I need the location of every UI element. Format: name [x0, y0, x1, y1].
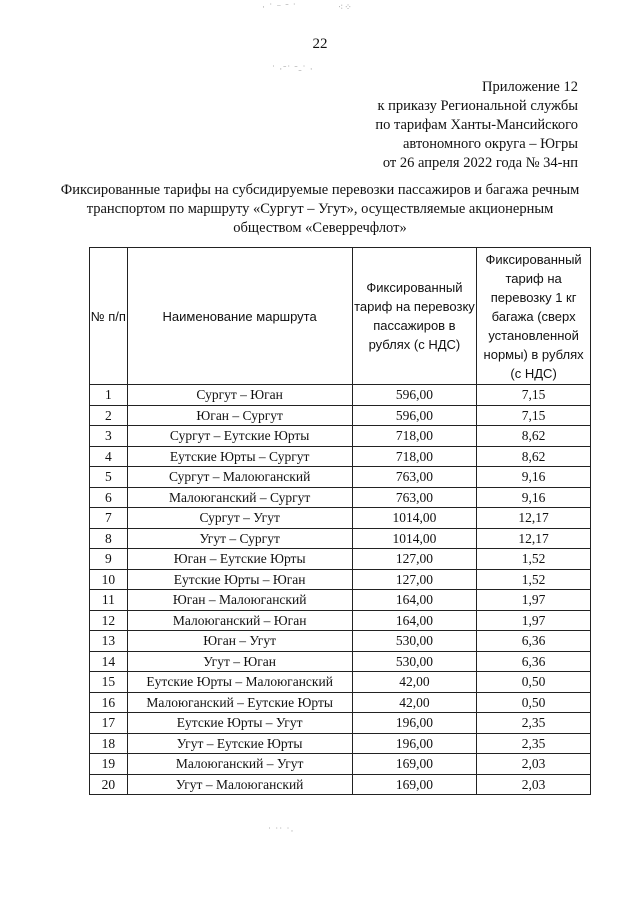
table-row: [90, 528, 591, 549]
passenger-tariff: 169,00: [352, 774, 477, 795]
passenger-tariff: 1014,00: [352, 528, 477, 549]
passenger-tariff: 763,00: [352, 467, 477, 488]
baggage-tariff: 12,17: [477, 528, 591, 549]
baggage-tariff: 2,35: [477, 733, 591, 754]
table-body: [90, 385, 591, 795]
passenger-tariff: 42,00: [352, 692, 477, 713]
baggage-tariff: 1,52: [477, 569, 591, 590]
passenger-tariff: 718,00: [352, 446, 477, 467]
row-number: 14: [90, 651, 128, 672]
scan-noise: ˙ ·ˉ˙ ˉ˗˙ ·: [272, 64, 314, 74]
appendix-line: Приложение 12: [482, 79, 578, 95]
row-number: 9: [90, 549, 128, 570]
table-row: [90, 713, 591, 734]
table-row: [90, 733, 591, 754]
document-title: Фиксированные тарифы на субсидируемые перевозки пассажиров и багажа речным транспортом по маршруту «Сургут – Угут», осуществляемые акционерным обществом «Северречфлот»: [60, 182, 580, 236]
appendix-header: [375, 78, 578, 173]
route-name: Малоюганский – Еутские Юрты: [127, 692, 352, 713]
row-number: 15: [90, 672, 128, 693]
baggage-tariff: 9,16: [477, 487, 591, 508]
route-name: Угут – Малоюганский: [127, 774, 352, 795]
row-number: 10: [90, 569, 128, 590]
scan-noise: ⁖⁘: [338, 2, 353, 12]
passenger-tariff: 196,00: [352, 733, 477, 754]
appendix-line: от 26 апреля 2022 года № 34-нп: [382, 155, 578, 171]
baggage-tariff: 2,03: [477, 774, 591, 795]
baggage-tariff: 2,03: [477, 754, 591, 775]
appendix-line: по тарифам Ханты-Мансийского: [375, 117, 578, 133]
header-baggage-tariff: Фиксированный тариф на перевозку 1 кг багажа (сверх установленной нормы) в рублях (с НДС): [477, 248, 591, 385]
row-number: 4: [90, 446, 128, 467]
tariff-table: [89, 247, 591, 795]
table-header-row: [90, 248, 591, 385]
route-name: Еутские Юрты – Угут: [127, 713, 352, 734]
route-name: Малоюганский – Угут: [127, 754, 352, 775]
route-name: Сургут – Малоюганский: [127, 467, 352, 488]
baggage-tariff: 7,15: [477, 405, 591, 426]
table-row: [90, 549, 591, 570]
passenger-tariff: 196,00: [352, 713, 477, 734]
route-name: Угут – Сургут: [127, 528, 352, 549]
route-name: Еутские Юрты – Сургут: [127, 446, 352, 467]
row-number: 8: [90, 528, 128, 549]
route-name: Еутские Юрты – Юган: [127, 569, 352, 590]
baggage-tariff: 8,62: [477, 446, 591, 467]
scan-noise: ˙ ˙˙ ˙·: [268, 826, 295, 836]
table-row: [90, 754, 591, 775]
baggage-tariff: 8,62: [477, 426, 591, 447]
route-name: Угут – Юган: [127, 651, 352, 672]
route-name: Юган – Еутские Юрты: [127, 549, 352, 570]
row-number: 1: [90, 385, 128, 406]
route-name: Малоюганский – Сургут: [127, 487, 352, 508]
table-row: [90, 672, 591, 693]
passenger-tariff: 1014,00: [352, 508, 477, 529]
route-name: Угут – Еутские Юрты: [127, 733, 352, 754]
route-name: Малоюганский – Юган: [127, 610, 352, 631]
appendix-line: автономного округа – Югры: [402, 136, 578, 152]
row-number: 20: [90, 774, 128, 795]
table-row: [90, 610, 591, 631]
row-number: 5: [90, 467, 128, 488]
header-passenger-tariff: Фиксированный тариф на перевозку пассажиров в рублях (с НДС): [352, 248, 477, 385]
baggage-tariff: 7,15: [477, 385, 591, 406]
row-number: 6: [90, 487, 128, 508]
header-num: № п/п: [90, 248, 128, 385]
route-name: Сургут – Еутские Юрты: [127, 426, 352, 447]
baggage-tariff: 0,50: [477, 692, 591, 713]
row-number: 16: [90, 692, 128, 713]
table-row: [90, 426, 591, 447]
baggage-tariff: 9,16: [477, 467, 591, 488]
route-name: Сургут – Угут: [127, 508, 352, 529]
baggage-tariff: 6,36: [477, 631, 591, 652]
passenger-tariff: 127,00: [352, 569, 477, 590]
row-number: 19: [90, 754, 128, 775]
table-row: [90, 446, 591, 467]
page-number: 22: [312, 36, 328, 52]
passenger-tariff: 596,00: [352, 385, 477, 406]
header-route: Наименование маршрута: [127, 248, 352, 385]
baggage-tariff: 1,97: [477, 610, 591, 631]
row-number: 17: [90, 713, 128, 734]
table-row: [90, 590, 591, 611]
passenger-tariff: 718,00: [352, 426, 477, 447]
table-row: [90, 405, 591, 426]
baggage-tariff: 1,52: [477, 549, 591, 570]
route-name: Юган – Сургут: [127, 405, 352, 426]
baggage-tariff: 2,35: [477, 713, 591, 734]
row-number: 13: [90, 631, 128, 652]
passenger-tariff: 530,00: [352, 631, 477, 652]
passenger-tariff: 127,00: [352, 549, 477, 570]
route-name: Юган – Малоюганский: [127, 590, 352, 611]
row-number: 11: [90, 590, 128, 611]
passenger-tariff: 763,00: [352, 487, 477, 508]
passenger-tariff: 164,00: [352, 610, 477, 631]
row-number: 12: [90, 610, 128, 631]
row-number: 7: [90, 508, 128, 529]
row-number: 3: [90, 426, 128, 447]
row-number: 18: [90, 733, 128, 754]
table-row: [90, 692, 591, 713]
passenger-tariff: 596,00: [352, 405, 477, 426]
route-name: Юган – Угут: [127, 631, 352, 652]
table-row: [90, 631, 591, 652]
route-name: Сургут – Юган: [127, 385, 352, 406]
baggage-tariff: 1,97: [477, 590, 591, 611]
baggage-tariff: 6,36: [477, 651, 591, 672]
table-row: [90, 569, 591, 590]
passenger-tariff: 164,00: [352, 590, 477, 611]
baggage-tariff: 0,50: [477, 672, 591, 693]
route-name: Еутские Юрты – Малоюганский: [127, 672, 352, 693]
scan-noise: · ˙ ⁻ ˉ ˙: [262, 2, 297, 12]
table-row: [90, 774, 591, 795]
passenger-tariff: 530,00: [352, 651, 477, 672]
table-row: [90, 487, 591, 508]
table-row: [90, 467, 591, 488]
passenger-tariff: 169,00: [352, 754, 477, 775]
baggage-tariff: 12,17: [477, 508, 591, 529]
appendix-line: к приказу Региональной службы: [377, 98, 578, 114]
table-row: [90, 508, 591, 529]
passenger-tariff: 42,00: [352, 672, 477, 693]
table-row: [90, 385, 591, 406]
row-number: 2: [90, 405, 128, 426]
table-row: [90, 651, 591, 672]
